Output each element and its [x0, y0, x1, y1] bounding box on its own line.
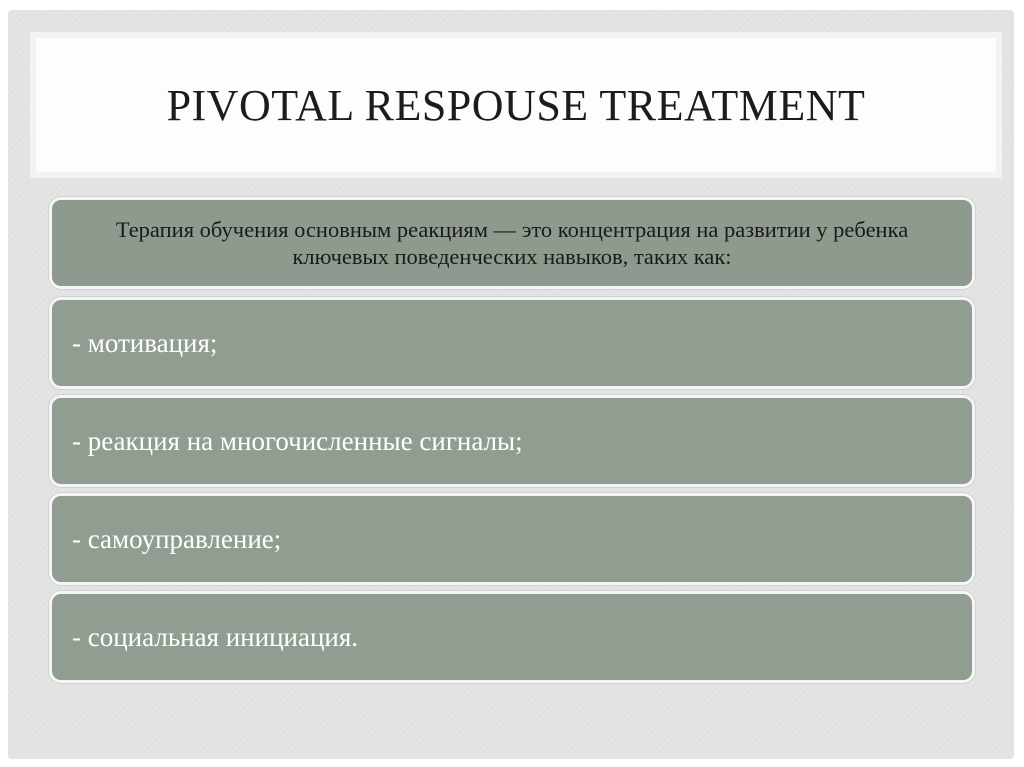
list-item-text: - социальная инициация.: [72, 621, 359, 652]
slide: [8, 10, 1014, 759]
title-box: [30, 32, 1002, 178]
list-item-text: - реакция на многочисленные сигналы;: [72, 425, 523, 456]
slide-title: PIVOTAL RESPOUSE TREATMENT: [166, 80, 866, 130]
intro-text: Терапия обучения основным реакциям — это концентрация на развитии у ребенка ключевых поведенческих навыков, таких как:: [115, 217, 909, 269]
list-item: [49, 297, 975, 389]
list-item-text: - мотивация;: [72, 327, 218, 358]
intro-box: [49, 197, 975, 289]
list-item-text: - самоуправление;: [72, 523, 282, 554]
list-item: [49, 395, 975, 487]
list-item: [49, 493, 975, 585]
list-item: [49, 591, 975, 683]
